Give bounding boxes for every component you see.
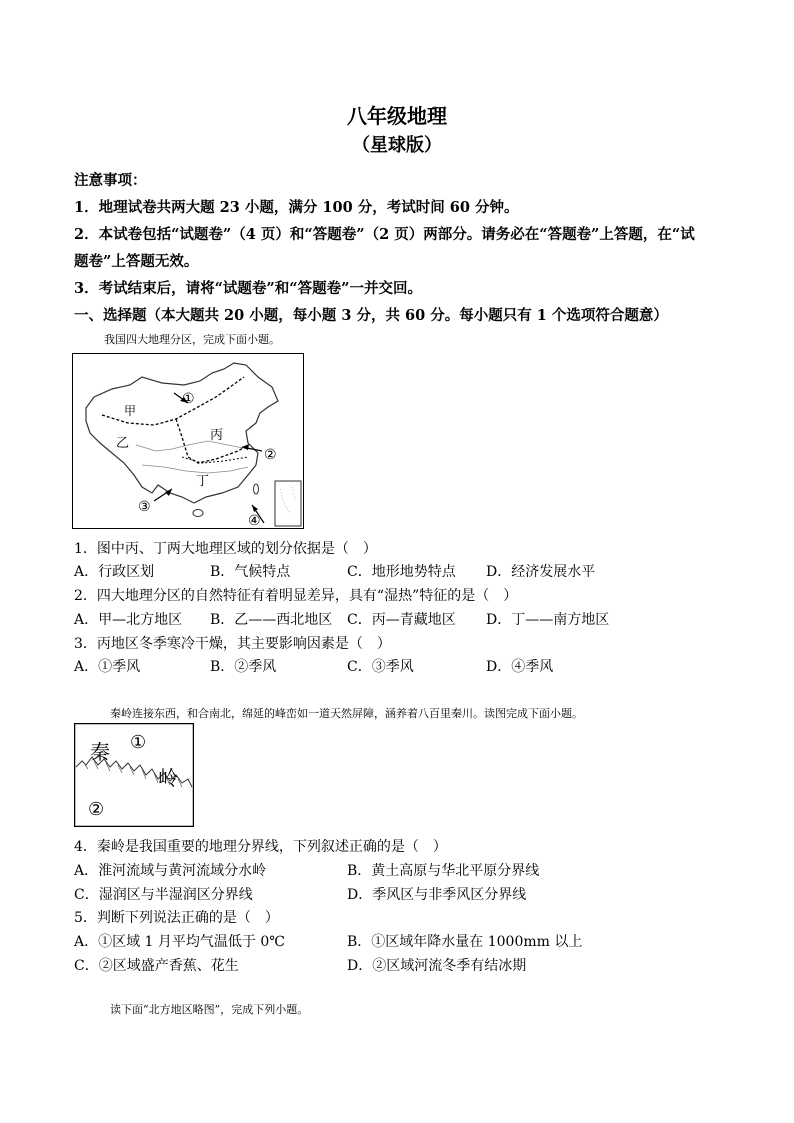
notice-item-2: 2．本试卷包括“试题卷”（4 页）和“答题卷”（2 页）两部分。请务必在“答题卷”上答题，在“试: [74, 226, 695, 243]
q1-option-c: C．地形地势特点: [347, 564, 456, 580]
q4-option-b: B．黄土高原与华北平原分界线: [347, 863, 540, 879]
q3-option-b: B．②季风: [210, 659, 277, 675]
q2-option-a: A．甲—北方地区: [74, 612, 183, 628]
q1-option-d: D．经济发展水平: [486, 564, 596, 580]
question-5-stem: 5．判断下列说法正确的是（ ）: [74, 910, 279, 926]
marker-2-label: ②: [264, 447, 277, 463]
figure1-caption: 我国四大地理分区，完成下面小题。: [104, 333, 280, 346]
qinling-diagram: [74, 723, 194, 827]
q1-option-b: B．气候特点: [210, 564, 291, 580]
qin-label: 秦: [90, 740, 110, 764]
question-2-stem: 2．四大地理分区的自然特征有着明显差异，具有“湿热”特征的是（ ）: [74, 588, 518, 604]
q2-option-b: B．乙——西北地区: [210, 612, 333, 628]
q4-option-d: D．季风区与非季风区分界线: [347, 887, 527, 903]
page-subtitle: （星球版）: [352, 135, 442, 156]
notice-item-3: 3．考试结束后，请将“试题卷”和“答题卷”一并交回。: [74, 280, 422, 297]
section-heading: 一、选择题（本大题共 20 小题，每小题 3 分，共 60 分。每小题只有 1 个选项符合题意）: [74, 307, 668, 324]
question-3-stem: 3．丙地区冬季寒冷干燥，其主要影响因素是（ ）: [74, 636, 391, 652]
marker-3-label: ③: [138, 499, 151, 515]
notice-heading: 注意事项：: [74, 172, 147, 189]
q5-option-a: A．①区域 1 月平均气温低于 0℃: [74, 934, 285, 950]
region-1-label: ①: [130, 732, 147, 753]
figure3-caption: 读下面“北方地区略图”，完成下列小题。: [110, 1003, 309, 1016]
ling-label: 岭: [158, 766, 178, 790]
region-2-label: ②: [88, 799, 105, 820]
q4-option-c: C．湿润区与半湿润区分界线: [74, 887, 253, 903]
marker-4-label: ④: [248, 513, 261, 529]
notice-item-1: 1．地理试卷共两大题 23 小题，满分 100 分，考试时间 60 分钟。: [74, 199, 519, 216]
q5-option-d: D．②区域河流冬季有结冰期: [347, 958, 527, 974]
q5-option-c: C．②区域盛产香蕉、花生: [74, 958, 239, 974]
region-jia-label: 甲: [124, 404, 137, 418]
q3-option-d: D．④季风: [486, 659, 554, 675]
marker-1-label: ①: [182, 391, 195, 407]
q3-option-c: C．③季风: [347, 659, 414, 675]
q4-option-a: A．淮河流域与黄河流域分水岭: [74, 863, 267, 879]
region-ding-label: 丁: [196, 474, 210, 489]
notice-item-2-cont: 题卷”上答题无效。: [74, 253, 199, 270]
q1-option-a: A．行政区划: [74, 564, 155, 580]
q2-option-c: C．丙—青藏地区: [347, 612, 456, 628]
china-regions-map: [72, 353, 304, 529]
region-bing-label: 丙: [210, 428, 224, 443]
question-4-stem: 4．秦岭是我国重要的地理分界线，下列叙述正确的是（ ）: [74, 839, 447, 855]
page-title: 八年级地理: [347, 104, 447, 128]
question-1-stem: 1．图中丙、丁两大地理区域的划分依据是（ ）: [74, 541, 377, 557]
figure2-caption: 秦岭连接东西，和合南北，绵延的峰峦如一道天然屏障，涵养着八百里秦川。读图完成下面小题。: [110, 707, 583, 720]
q5-option-b: B．①区域年降水量在 1000mm 以上: [347, 934, 583, 950]
q3-option-a: A．①季风: [74, 659, 141, 675]
q2-option-d: D．丁——南方地区: [486, 612, 610, 628]
region-yi-label: 乙: [116, 436, 130, 451]
